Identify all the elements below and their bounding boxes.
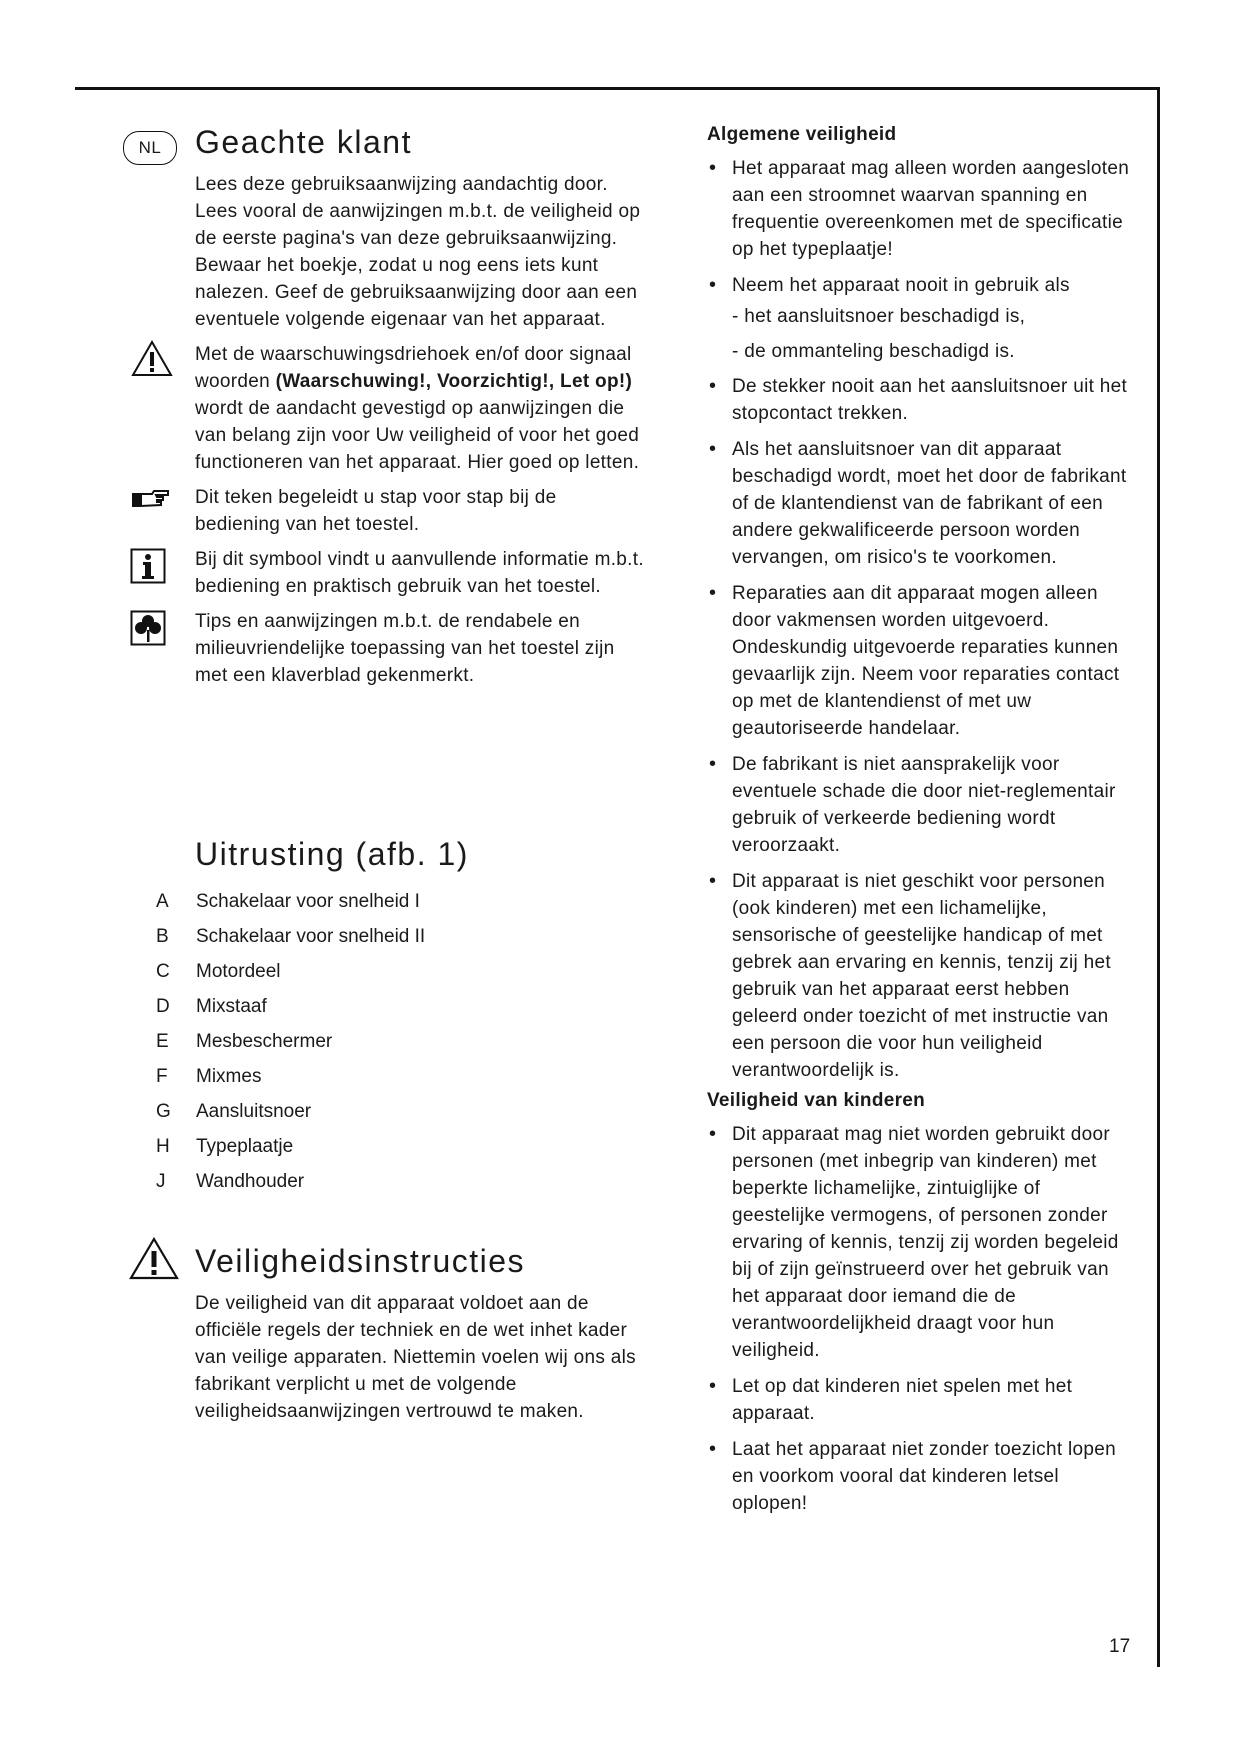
item-label: Mesbeschermer [196,1031,333,1052]
eco-text: Tips en aanwijzingen m.b.t. de rendabele en milieuvriendelijke toepassing van het toestel zijn met een klaverblad gekenmerkt. [195,611,615,686]
right-column [707,124,1137,1526]
right-rule [1157,87,1160,1667]
item-letter: J [156,1171,166,1192]
list-item: • De fabrikant is niet aansprakelijk voor eventuele schade die door niet-reglementair gebruik of verkeerde bediening wordt veroorzaakt. [707,751,1137,859]
info-note [195,546,645,600]
item-label: Aansluitsnoer [196,1101,312,1122]
left-column [195,124,645,689]
list-item [156,891,656,926]
safety-intro: De veiligheid van dit apparaat voldoet aan de officiële regels der techniek en de wet inhet kader van veilige apparaten. Niettemin voelen wij ons als fabrikant verplicht u met de volgende veiligheidsaanwijzingen vertrouwd te maken. [195,1293,636,1422]
item-letter: D [156,996,170,1017]
list-item: • Dit apparaat mag niet worden gebruikt door personen (met inbegrip van kinderen) met beperkte lichamelijke, zintuiglijke of geestelijke vermogens, of personen zonder ervaring of kennis, tenzij zij worden begeleid bij of zijn geïnstrueerd over het gebruik van het apparaat door iemand die de verantwoordelijkheid draagt voor hun veiligheid. [707,1121,1137,1364]
children-safety-heading: Veiligheid van kinderen [707,1090,926,1111]
dash-item: - het aansluitsnoer beschadigd is, [732,306,1026,327]
warning-text-post: wordt de aandacht gevestigd op aanwijzingen die van belang zijn voor Uw veiligheid of voor het goed functioneren van het apparaat. Hier goed op letten. [195,398,640,473]
item-label: Mixmes [196,1066,262,1087]
warning-triangle-icon [130,339,174,384]
item-letter: C [156,961,170,982]
list-item-text: Neem het apparaat nooit in gebruik als [732,275,1070,296]
welcome-intro: Lees deze gebruiksaanwijzing aandachtig door. Lees vooral de aanwijzingen m.b.t. de veiligheid op de eerste pagina's van deze gebruiksaanwijzing. Bewaar het boekje, zodat u nog eens iets kunt nalezen. Geef de gebruiksaanwijzing door aan een eventuele volgende eigenaar van het apparaat. [195,174,641,330]
warning-signal-words: (Waarschuwing!, Voorzichtig!, Let op!) [275,371,633,392]
list-item: • Het apparaat mag alleen worden aangesloten aan een stroomnet waarvan spanning en frequentie overeenkomen met de specificatie op het typeplaatje! [707,155,1137,263]
list-item: • De stekker nooit aan het aansluitsnoer uit het stopcontact trekken. [707,373,1137,427]
list-item: • Laat het apparaat niet zonder toezicht lopen en voorkom vooral dat kinderen letsel oplopen! [707,1436,1137,1517]
item-label: Schakelaar voor snelheid I [196,891,420,912]
page-number: 17 [1109,1636,1131,1657]
list-item [156,926,656,961]
info-icon [130,548,166,589]
list-item [156,1171,656,1206]
safety-title: Veiligheidsinstructies [195,1243,526,1279]
item-letter: E [156,1031,169,1052]
item-letter: H [156,1136,170,1157]
list-item: • Let op dat kinderen niet spelen met het apparaat. [707,1373,1137,1427]
list-item [156,1066,656,1101]
item-label: Motordeel [196,961,281,982]
top-rule [75,87,1160,90]
item-letter: G [156,1101,171,1122]
dash-item: - de ommanteling beschadigd is. [732,341,1015,362]
list-item [156,1101,656,1136]
item-label: Mixstaaf [196,996,267,1017]
cloverleaf-icon [130,610,166,651]
warning-text-pre: Met de waarschuwingsdriehoek en/of door signaal woorden [195,344,632,392]
warning-note [195,341,645,476]
hand-note [195,484,645,538]
equipment-list [156,891,656,1206]
list-item [156,996,656,1031]
list-item [707,272,1137,299]
list-item [156,1136,656,1171]
safety-warning-triangle-icon [128,1236,180,1287]
list-item [156,961,656,996]
eco-note [195,608,645,689]
pointing-hand-icon [130,488,170,515]
list-item [156,1031,656,1066]
item-letter: A [156,891,169,912]
item-label: Typeplaatje [196,1136,294,1157]
item-label: Wandhouder [196,1171,305,1192]
general-safety-heading: Algemene veiligheid [707,124,897,145]
hand-text: Dit teken begeleidt u stap voor stap bij de bediening van het toestel. [195,487,557,535]
equipment-title: Uitrusting (afb. 1) [195,836,469,872]
list-item: • Dit apparaat is niet geschikt voor personen (ook kinderen) met een lichamelijke, sensorische of geestelijke handicap of met gebrek aan ervaring en kennis, tenzij zij het gebruik van het apparaat eerst hebben geleerd onder toezicht of met instructie van een persoon die voor hun veiligheid verantwoordelijk is. [707,868,1137,1084]
list-item: • Reparaties aan dit apparaat mogen alleen door vakmensen worden uitgevoerd. Ondeskundig uitgevoerde reparaties kunnen gevaarlijk zijn. Neem voor reparaties contact op met de klantendienst of met uw geautoriseerde handelaar. [707,580,1137,742]
item-label: Schakelaar voor snelheid II [196,926,426,947]
item-letter: F [156,1066,168,1087]
welcome-title: Geachte klant [195,124,412,160]
list-item: • Als het aansluitsnoer van dit apparaat beschadigd wordt, moet het door de fabrikant of de klantendienst van de fabrikant of een andere gekwalificeerde persoon worden vervangen, om risico's te voorkomen. [707,436,1137,571]
item-letter: B [156,926,169,947]
language-badge: NL [123,131,177,165]
info-text: Bij dit symbool vindt u aanvullende informatie m.b.t. bediening en praktisch gebruik van het toestel. [195,549,644,597]
